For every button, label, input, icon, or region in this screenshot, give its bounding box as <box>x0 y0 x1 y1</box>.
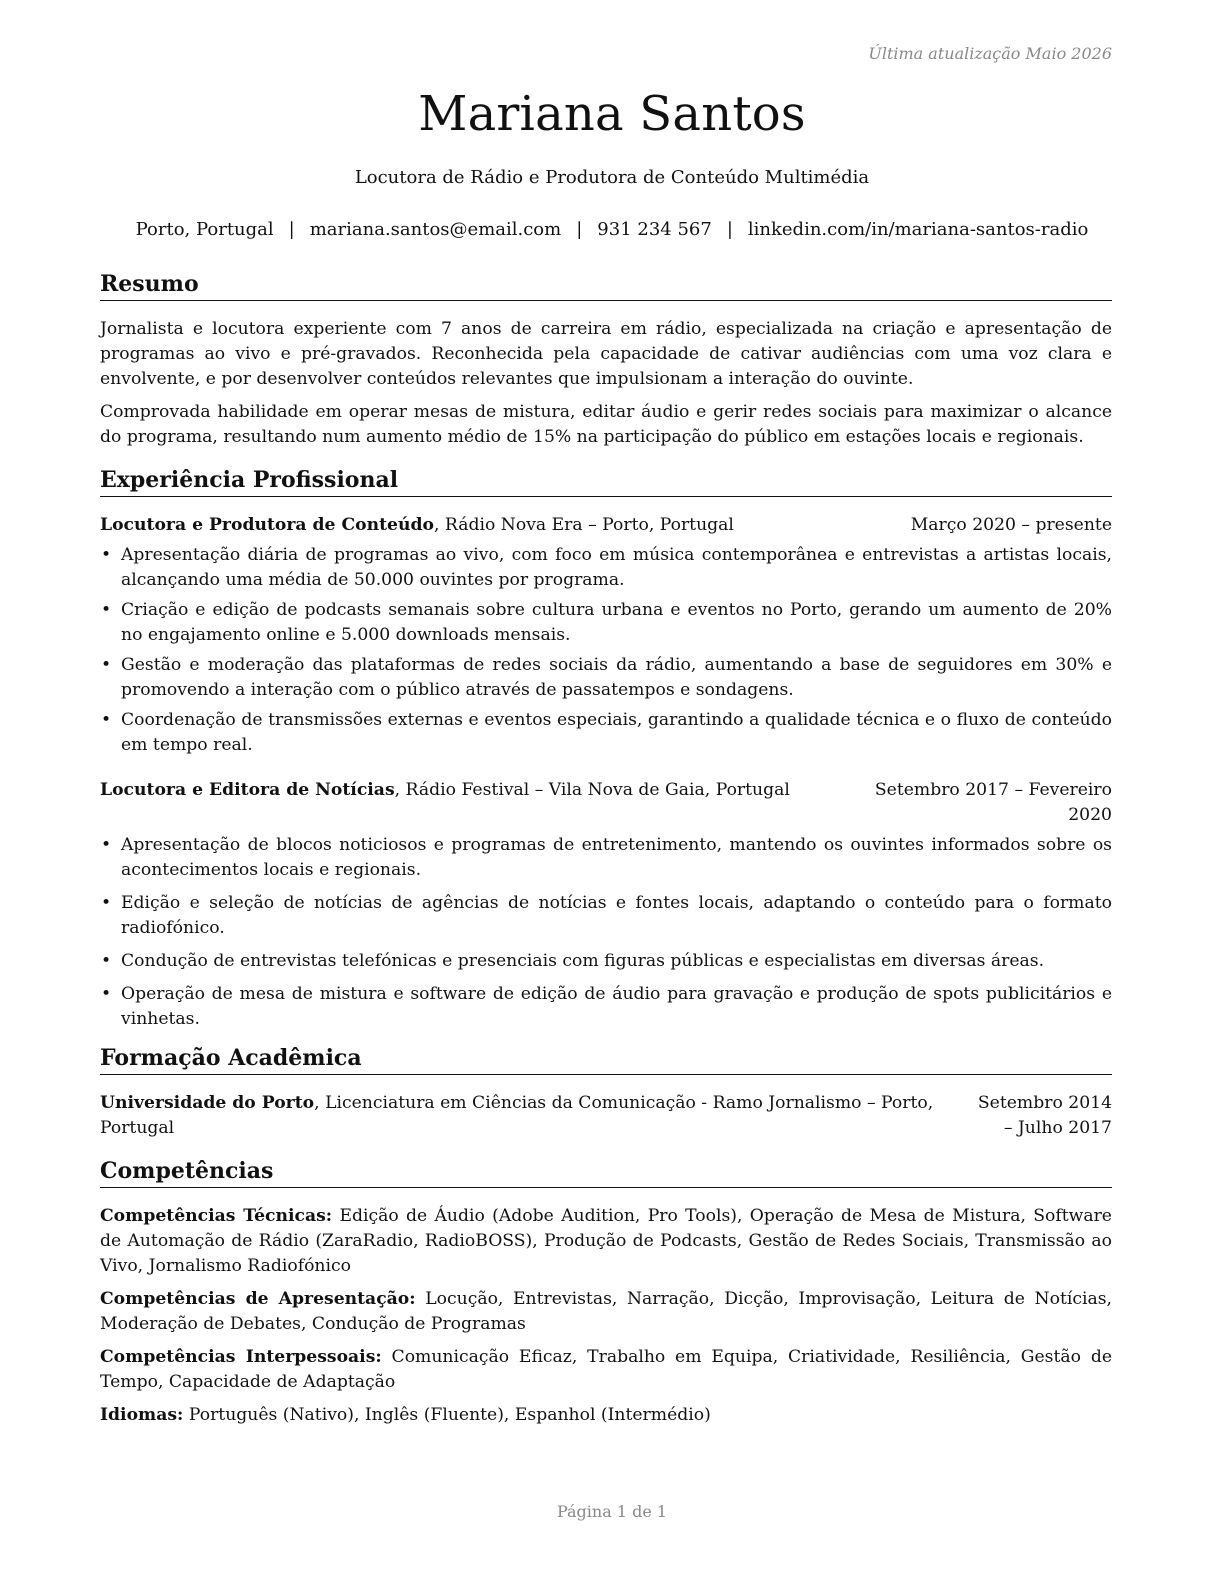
education-detail: , Licenciatura em Ciências da Comunicação - Ramo Jornalismo – Porto, Portugal <box>100 1093 934 1138</box>
summary-paragraph: Jornalista e locutora experiente com 7 anos de carreira em rádio, especializada na criação e apresentação de programas ao vivo e pré-gravados. Reconhecida pela capacidade de cativar audiências com uma voz clara e envolvente, e por desenvolver conteúdos relevantes que impulsionam a interação do ouvinte. <box>100 319 1112 389</box>
candidate-name: Mariana Santos <box>418 86 806 142</box>
job-bullet: • Criação e edição de podcasts semanais sobre cultura urbana e eventos no Porto, gerando um aumento de 20% no engajamento online e 5.000 downloads mensais. <box>100 598 1112 648</box>
skill-label: Competências de Apresentação: <box>100 1289 416 1309</box>
candidate-subtitle: Locutora de Rádio e Produtora de Conteúdo Multimédia <box>354 167 870 188</box>
job-dates: Março 2020 – presente <box>910 515 1112 535</box>
resume-content <box>100 270 1112 1428</box>
job-bullets <box>100 543 1112 758</box>
job-title-line <box>100 778 872 828</box>
skill-text: Comunicação Eficaz, Trabalho em Equipa, Criatividade, Resiliência, Gestão de Tempo, Capacidade de Adaptação <box>100 1347 1112 1392</box>
skill-group <box>100 1345 1112 1395</box>
experience-section <box>100 466 1112 1032</box>
job-bullet: • Apresentação de blocos noticiosos e programas de entretenimento, mantendo os ouvintes informados sobre os acontecimentos locais e regionais. <box>100 833 1112 883</box>
job-title: Locutora e Produtora de Conteúdo <box>100 515 434 535</box>
education-item <box>100 1091 1112 1141</box>
last-updated: Última atualização Maio 2026 <box>868 44 1112 63</box>
summary-paragraph: Comprovada habilidade em operar mesas de mistura, editar áudio e gerir redes sociais para maximizar o alcance do programa, resultando num aumento médio de 15% na participação do público em estações locais e regionais. <box>100 402 1112 447</box>
skills-section <box>100 1157 1112 1428</box>
skill-group <box>100 1403 1112 1428</box>
contact-location: Porto, Portugal <box>135 219 274 240</box>
skill-group <box>100 1287 1112 1337</box>
contact-separator: | <box>726 219 733 240</box>
job-bullet: • Gestão e moderação das plataformas de redes sociais da rádio, aumentando a base de seguidores em 30% e promovendo a interação com o público através de passatempos e sondagens. <box>100 653 1112 703</box>
job-bullet: • Apresentação diária de programas ao vivo, com foco em música contemporânea e entrevistas a artistas locais, alcançando uma média de 50.000 ouvintes por programa. <box>100 543 1112 593</box>
job-bullet: • Condução de entrevistas telefónicas e presenciais com figuras públicas e especialistas em diversas áreas. <box>100 949 1112 974</box>
skill-label: Idiomas: <box>100 1405 184 1425</box>
job-bullet: • Operação de mesa de mistura e software de edição de áudio para gravação e produção de spots publicitários e vinhetas. <box>100 982 1112 1032</box>
page-number: Página 1 de 1 <box>556 1502 668 1521</box>
job-organization: , Rádio Festival – Vila Nova de Gaia, Portugal <box>394 780 790 800</box>
job-bullet: • Edição e seleção de notícias de agências de notícias e fontes locais, adaptando o conteúdo para o formato radiofónico. <box>100 891 1112 941</box>
skill-text: Edição de Áudio (Adobe Audition, Pro Tools), Operação de Mesa de Mistura, Software de Automação de Rádio (ZaraRadio, RadioBOSS), Produção de Podcasts, Gestão de Redes Sociais, Transmissão ao Vivo, Jornalismo Radiofónico <box>100 1206 1112 1276</box>
contact-separator: | <box>576 219 583 240</box>
contact-line <box>0 219 1224 240</box>
contact-phone: 931 234 567 <box>597 219 712 240</box>
skill-label: Competências Interpessoais: <box>100 1347 382 1367</box>
education-institution: Universidade do Porto <box>100 1093 315 1113</box>
education-dates: Setembro 2014 – Julho 2017 <box>977 1093 1112 1138</box>
summary-heading: Resumo <box>100 270 1112 301</box>
job-title-line <box>100 513 911 538</box>
job-dates: Setembro 2017 – Fevereiro 2020 <box>874 780 1112 825</box>
skill-text: Locução, Entrevistas, Narração, Dicção, Improvisação, Leitura de Notícias, Moderação de Debates, Condução de Programas <box>100 1289 1113 1334</box>
skill-label: Competências Técnicas: <box>100 1206 333 1226</box>
job-title: Locutora e Editora de Notícias <box>100 780 395 800</box>
contact-linkedin[interactable]: linkedin.com/in/mariana-santos-radio <box>747 219 1089 240</box>
education-line <box>100 1091 967 1141</box>
job-header <box>100 778 1112 828</box>
summary-section <box>100 270 1112 450</box>
education-section <box>100 1044 1112 1141</box>
job-header <box>100 513 1112 538</box>
skill-text: Português (Nativo), Inglês (Fluente), Espanhol (Intermédio) <box>183 1405 711 1425</box>
job-bullet: • Coordenação de transmissões externas e eventos especiais, garantindo a qualidade técnica e o fluxo de conteúdo em tempo real. <box>100 708 1112 758</box>
skill-group <box>100 1204 1112 1279</box>
experience-heading: Experiência Profissional <box>100 466 1112 497</box>
skills-heading: Competências <box>100 1157 1112 1188</box>
contact-separator: | <box>288 219 295 240</box>
job-organization: , Rádio Nova Era – Porto, Portugal <box>433 515 734 535</box>
job-bullets <box>100 833 1112 1032</box>
contact-email[interactable]: mariana.santos@email.com <box>309 219 562 240</box>
education-heading: Formação Acadêmica <box>100 1044 1112 1075</box>
